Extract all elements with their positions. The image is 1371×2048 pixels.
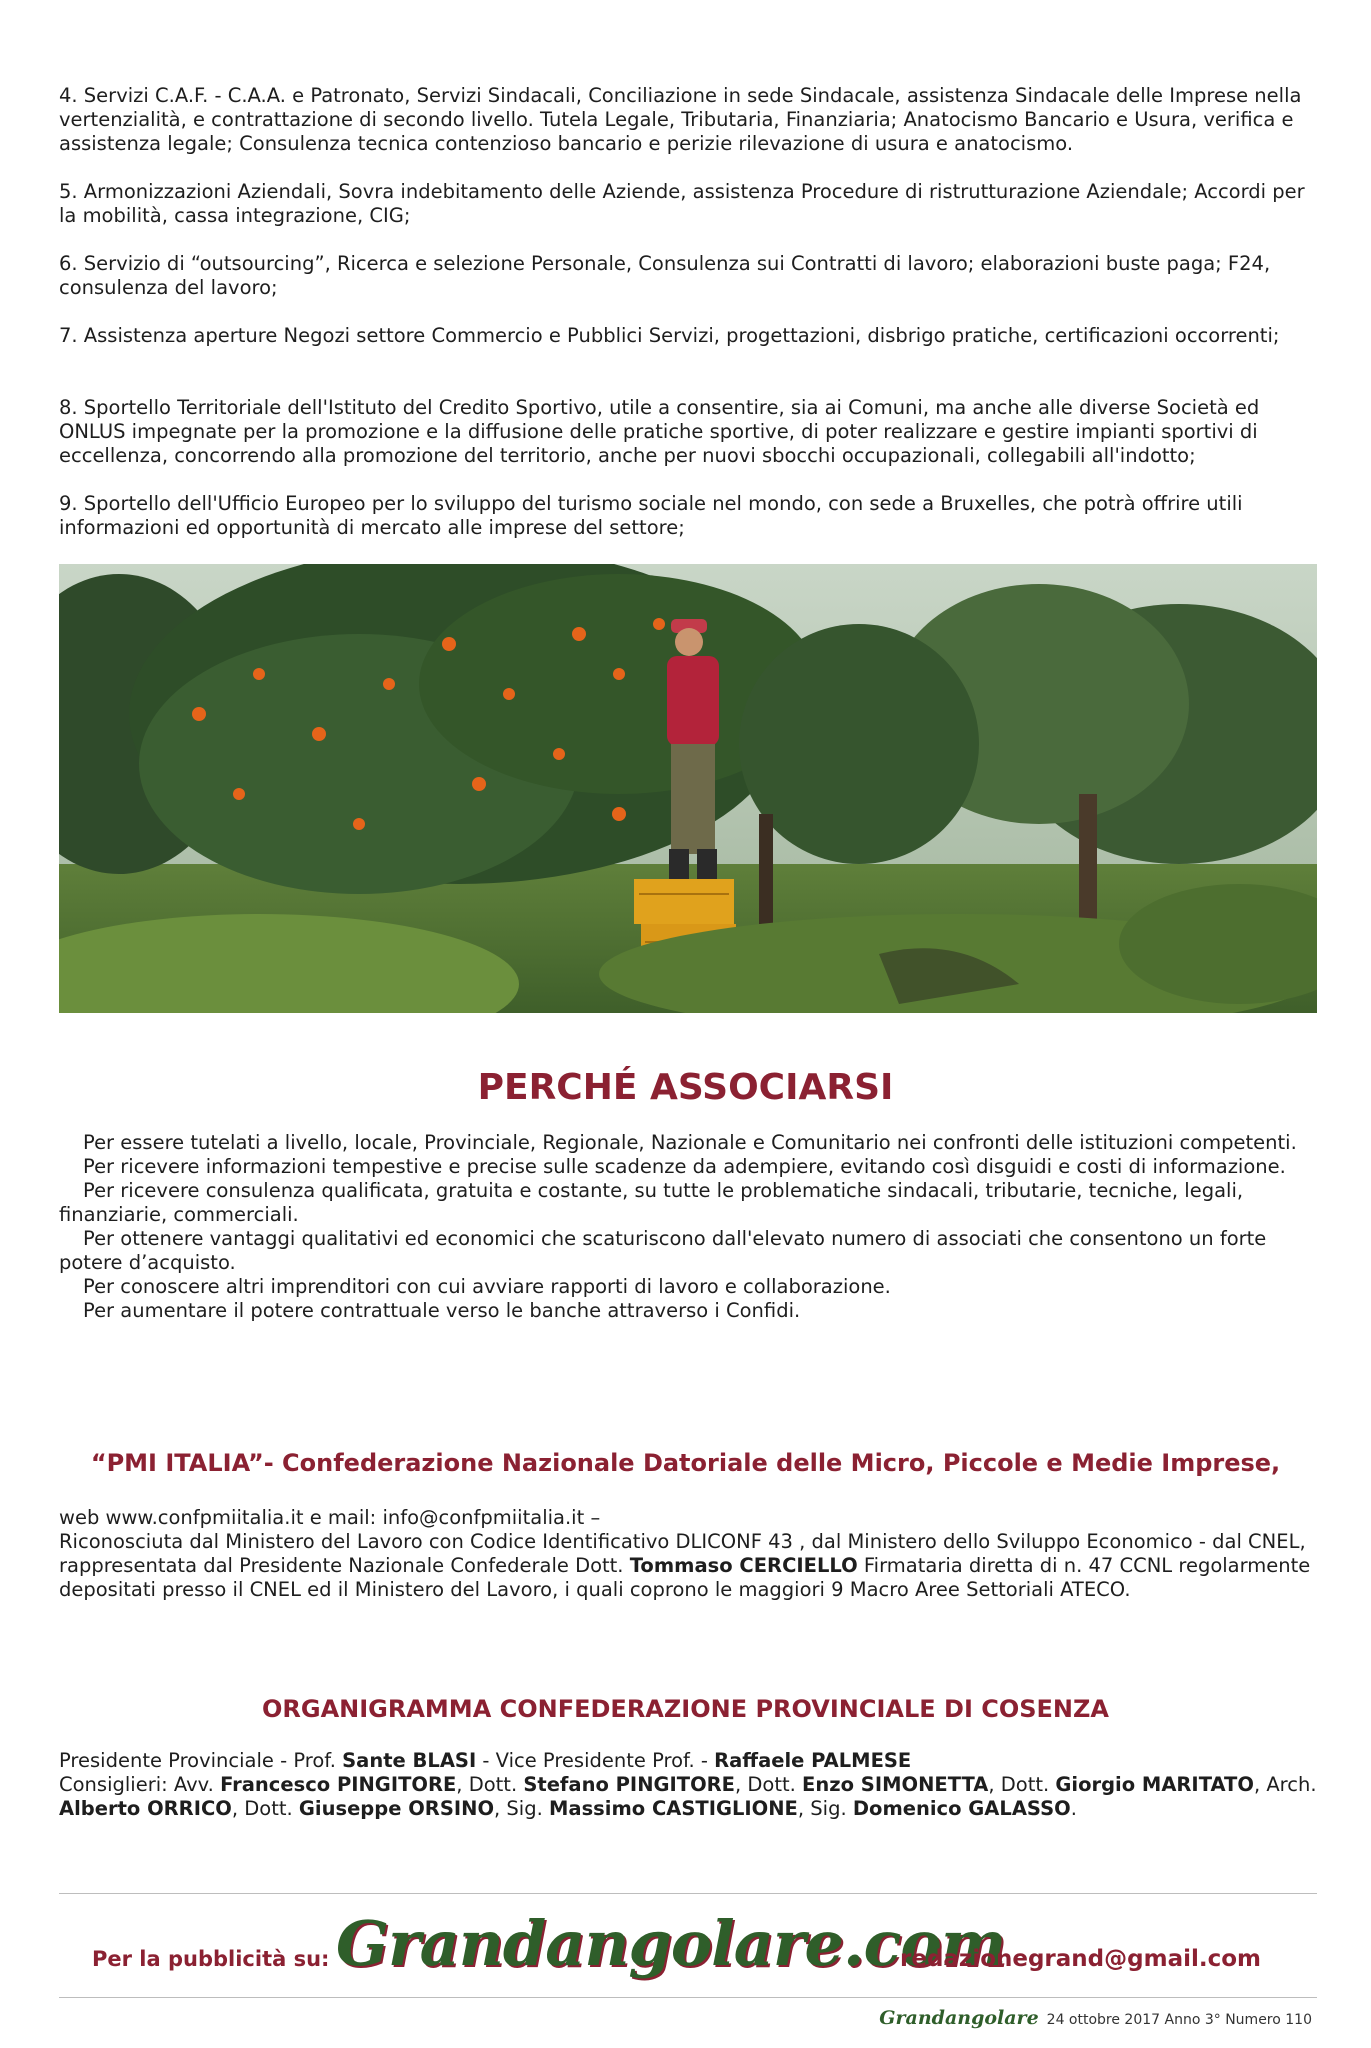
list-item: Per conoscere altri imprenditori con cui avviare rapporti di lavoro e collaborazione. <box>83 1275 891 1298</box>
service-item-5: 5. Armonizzazioni Aziendali, Sovra indebitamento delle Aziende, assistenza Procedure di ristrutturazione Aziendale; Accordi per la mobilità, cassa integrazione, CIG; <box>59 180 1305 227</box>
counselor-title: Avv. <box>173 1773 221 1796</box>
brand-logo[interactable]: Grandangolare.com <box>336 1907 1006 1980</box>
service-item-6: 6. Servizio di “outsourcing”, Ricerca e selezione Personale, Consulenza sui Contratti di lavoro; elaborazioni buste paga; F24, consulenza del lavoro; <box>59 252 1271 299</box>
pmi-italia-info <box>59 1506 1317 1602</box>
list-item: Per ottenere vantaggi qualitativi ed economici che scaturiscono dall'elevato numero di associati che consentono un forte potere d’acquisto. <box>59 1227 1267 1274</box>
counselor-name: Francesco PINGITORE <box>220 1773 457 1796</box>
president-label: Presidente Provinciale - Prof. <box>59 1749 343 1772</box>
counselor-title: Dott. <box>244 1797 299 1820</box>
vice-label: - Vice Presidente Prof. - <box>476 1749 715 1772</box>
counselor-name: Stefano PINGITORE <box>523 1773 735 1796</box>
service-item-4: 4. Servizi C.A.F. - C.A.A. e Patronato, Servizi Sindacali, Conciliazione in sede Sindacale, assistenza Sindacale delle Imprese nella vertenzialità, e contrattazione di secondo livello. Tutela Legale, Tributaria, Finanziaria; Anatocismo Bancario e Usura, verifica e assistenza legale; Consulenza tecnica contenzioso bancario e perizie rilevazione di usura e anatocismo. <box>59 84 1302 155</box>
service-item-9: 9. Sportello dell'Ufficio Europeo per lo sviluppo del turismo sociale nel mondo, con sede a Bruxelles, che potrà offrire utili informazioni ed opportunità di mercato alle imprese del settore; <box>59 492 1243 539</box>
ad-email-link[interactable]: redazionegrand@gmail.com <box>900 1946 1261 1972</box>
list-item: Per ricevere consulenza qualificata, gratuita e costante, su tutte le problematiche sindacali, tributarie, tecniche, legali, finanziarie, commerciali. <box>59 1179 1244 1226</box>
footer-brand: Grandangolare <box>879 2007 1039 2029</box>
counselor-name: Giuseppe ORSINO <box>298 1797 495 1820</box>
counselor-title: Sig. <box>810 1797 853 1820</box>
pmi-italia-title: “PMI ITALIA”- Confederazione Nazionale Datoriale delle Micro, Piccole e Medie Imprese, <box>90 1449 1281 1477</box>
list-item: Per aumentare il potere contrattuale verso le banche attraverso i Confidi. <box>83 1299 801 1322</box>
pmi-representative <box>59 1554 1317 1602</box>
divider <box>59 1893 1317 1894</box>
org-chart-info <box>59 1749 1317 1821</box>
service-item-8: 8. Sportello Territoriale dell'Istituto del Credito Sportivo, utile a consentire, sia ai Comuni, ma anche alle diverse Società ed ONLUS impegnate per la promozione e la diffusione delle pratiche sportive, di poter realizzare e gestire impianti sportivi di eccellenza, concorrendo alla promozione del territorio, anche per nuovi sbocchi occupazionali, collegabili all'indotto; <box>59 396 1260 467</box>
counselor-title: Dott. <box>747 1773 803 1796</box>
vice-president-name: Raffaele PALMESE <box>714 1749 912 1772</box>
provincial-president-name: Sante BLASI <box>342 1749 477 1772</box>
counselor-name: Giorgio MARITATO <box>1055 1773 1254 1796</box>
rep-details: Firmataria diretta di n. 47 CCNL regolarmente depositati presso il CNEL ed il Ministero del Lavoro, i quali coprono le maggiori 9 Macro Aree Settoriali ATECO. <box>59 1554 1311 1601</box>
orchard-photo <box>59 564 1317 1013</box>
counselors-label: Consiglieri: <box>59 1773 174 1796</box>
org-presidents <box>59 1749 1317 1773</box>
org-chart-title: ORGANIGRAMMA CONFEDERAZIONE PROVINCIALE DI COSENZA <box>262 1695 1109 1723</box>
counselor-name: Massimo CASTIGLIONE <box>549 1797 798 1820</box>
counselor-name: Domenico GALASSO <box>852 1797 1071 1820</box>
org-counselors: Consiglieri: Avv. Francesco PINGITORE, Dott. Stefano PINGITORE, Dott. Enzo SIMONETTA, Dott. Giorgio MARITATO, Arch. Alberto ORRICO, Dott. Giuseppe ORSINO, Sig. Massimo CASTIGLIONE, Sig. Domenico GALASSO. <box>59 1773 1317 1820</box>
footer-issue: 24 ottobre 2017 Anno 3° Numero 110 <box>1046 2012 1312 2028</box>
counselor-title: Sig. <box>506 1797 549 1820</box>
counselor-title: Dott. <box>1000 1773 1056 1796</box>
rep-label: rappresentata dal Presidente Nazionale Confederale Dott. <box>59 1554 630 1577</box>
counselor-title: Arch. <box>1266 1773 1317 1796</box>
ad-label: Per la pubblicità su: <box>92 1947 330 1971</box>
pmi-web-line: web www.confpmiitalia.it e mail: info@confpmiitalia.it – <box>59 1506 601 1529</box>
service-item-7: 7. Assistenza aperture Negozi settore Commercio e Pubblici Servizi, progettazioni, disbrigo pratiche, certificazioni occorrenti; <box>59 324 1280 347</box>
counselor-name: Enzo SIMONETTA <box>802 1773 989 1796</box>
why-join-list <box>59 1131 1299 1323</box>
list-item: Per essere tutelati a livello, locale, Provinciale, Regionale, Nazionale e Comunitario nei confronti delle istituzioni competenti. <box>83 1131 1297 1154</box>
why-join-title: PERCHÉ ASSOCIARSI <box>477 1067 894 1108</box>
list-item: Per ricevere informazioni tempestive e precise sulle scadenze da adempiere, evitando così disguidi e costi di informazione. <box>83 1155 1286 1178</box>
divider <box>59 1997 1317 1998</box>
counselor-name: Alberto ORRICO <box>59 1797 232 1820</box>
pmi-recognized: Riconosciuta dal Ministero del Lavoro con Codice Identificativo DLICONF 43 , dal Ministero dello Sviluppo Economico - dal CNEL, <box>59 1530 1306 1553</box>
page-footer <box>879 2007 1312 2029</box>
president-name: Tommaso CERCIELLO <box>629 1554 858 1577</box>
counselor-title: Dott. <box>468 1773 524 1796</box>
